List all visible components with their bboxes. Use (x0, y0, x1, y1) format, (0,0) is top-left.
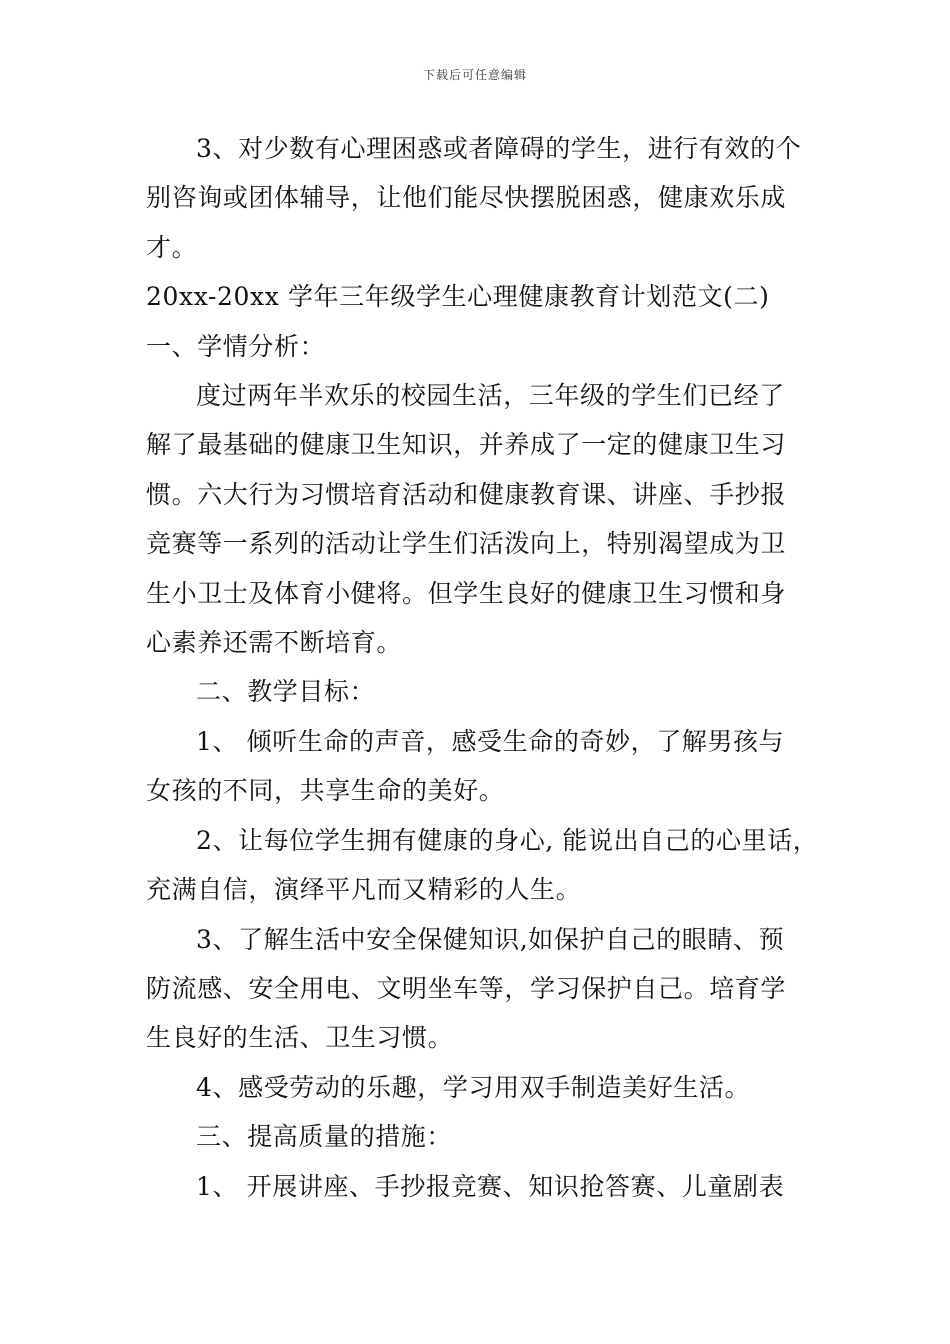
text-line: 1、 开展讲座、手抄报竞赛、知识抢答赛、儿童剧表 (196, 1171, 785, 1201)
text-line: 4、感受劳动的乐趣，学习用双手制造美好生活。 (196, 1072, 751, 1102)
section-title: 20xx-20xx 学年三年级学生心理健康教育计划范文(二) (146, 282, 770, 312)
text-line: 1、 倾听生命的声音，感受生命的奇妙，了解男孩与 (196, 726, 785, 756)
text-line: 才。 (146, 232, 198, 262)
text-line: 3、对少数有心理困惑或者障碍的学生，进行有效的个 (196, 134, 802, 163)
text-line: 3、了解生活中安全保健知识,如保护自己的眼睛、预 (196, 924, 785, 954)
text-line: 女孩的不同，共享生命的美好。 (146, 776, 505, 806)
text-line: 解了最基础的健康卫生知识，并养成了一定的健康卫生习 (146, 430, 787, 460)
text-line: 充满自信，演绎平凡而又精彩的人生。 (146, 875, 582, 905)
text-line: 惯。六大行为习惯培育活动和健康教育课、讲座、手抄报 (146, 479, 787, 509)
text-line: 心素养还需不断培育。 (146, 628, 403, 658)
text-line: 别咨询或团体辅导，让他们能尽快摆脱困惑，健康欢乐成 (146, 183, 787, 213)
text-line: 生小卫士及体育小健将。但学生良好的健康卫生习惯和身 (146, 578, 787, 608)
section-heading: 三、提高质量的措施： (196, 1122, 453, 1152)
section-heading: 二、教学目标： (196, 677, 376, 707)
page-header: 下载后可任意编辑 (422, 68, 527, 82)
text-line: 防流感、安全用电、文明坐车等，学习保护自己。培育学 (146, 973, 787, 1003)
text-line: 2、让每位学生拥有健康的身心, 能说出自己的心里话， (196, 825, 819, 855)
section-heading: 一、学情分析： (146, 331, 326, 361)
text-line: 生良好的生活、卫生习惯。 (146, 1023, 454, 1053)
document-body (146, 124, 819, 1211)
text-line: 度过两年半欢乐的校园生活，三年级的学生们已经了 (196, 381, 785, 411)
text-line: 竞赛等一系列的活动让学生们活泼向上，特别渴望成为卫 (146, 529, 787, 559)
